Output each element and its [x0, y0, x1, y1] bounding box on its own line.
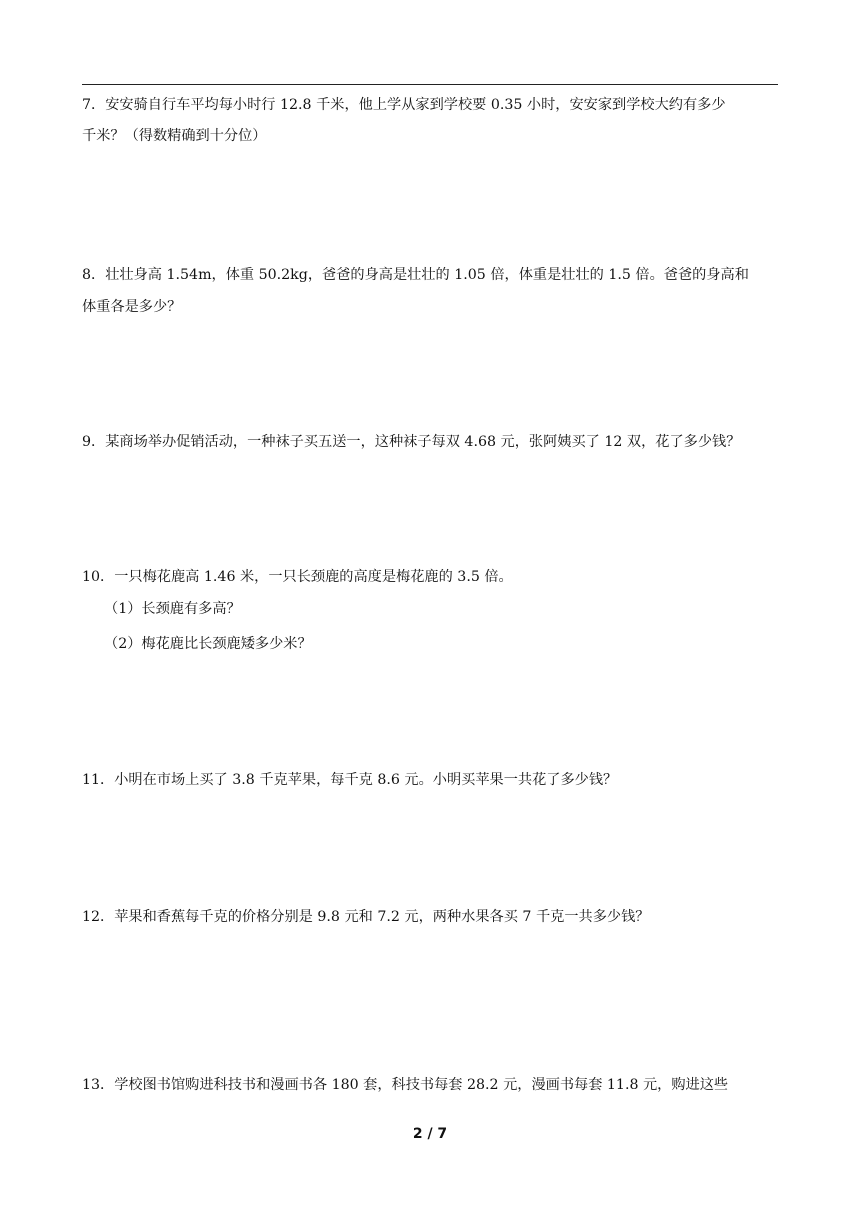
- page-number: 2 / 7: [412, 1126, 448, 1142]
- question-13-line-1: 13．学校图书馆购进科技书和漫画书各 180 套，科技书每套 28.2 元，漫画书每套 11.8 元，购进这些: [82, 1077, 729, 1093]
- question-9-line-1: 9．某商场举办促销活动，一种袜子买五送一，这种袜子每双 4.68 元，张阿姨买了 12 双，花了多少钱？: [82, 434, 741, 450]
- question-8-line-2: 体重各是多少？: [82, 299, 182, 315]
- question-7-line-2: 千米？（得数精确到十分位）: [82, 128, 267, 144]
- question-8-line-1: 8．壮壮身高 1.54m，体重 50.2kg，爸爸的身高是壮壮的 1.05 倍，体重是壮壮的 1.5 倍。爸爸的身高和: [82, 267, 749, 283]
- header-rule: [82, 84, 778, 85]
- question-10-sub-2: （2）梅花鹿比长颈鹿矮多少米？: [104, 636, 312, 652]
- question-11-line-1: 11．小明在市场上买了 3.8 千克苹果，每千克 8.6 元。小明买苹果一共花了多少钱？: [82, 772, 618, 788]
- question-10-sub-1: （1）长颈鹿有多高？: [104, 601, 241, 617]
- question-12-line-1: 12．苹果和香蕉每千克的价格分别是 9.8 元和 7.2 元，两种水果各买 7 千克一共多少钱？: [82, 909, 650, 925]
- question-10-line-1: 10．一只梅花鹿高 1.46 米，一只长颈鹿的高度是梅花鹿的 3.5 倍。: [82, 569, 513, 585]
- question-7-line-1: 7．安安骑自行车平均每小时行 12.8 千米，他上学从家到学校要 0.35 小时，安安家到学校大约有多少: [82, 97, 726, 113]
